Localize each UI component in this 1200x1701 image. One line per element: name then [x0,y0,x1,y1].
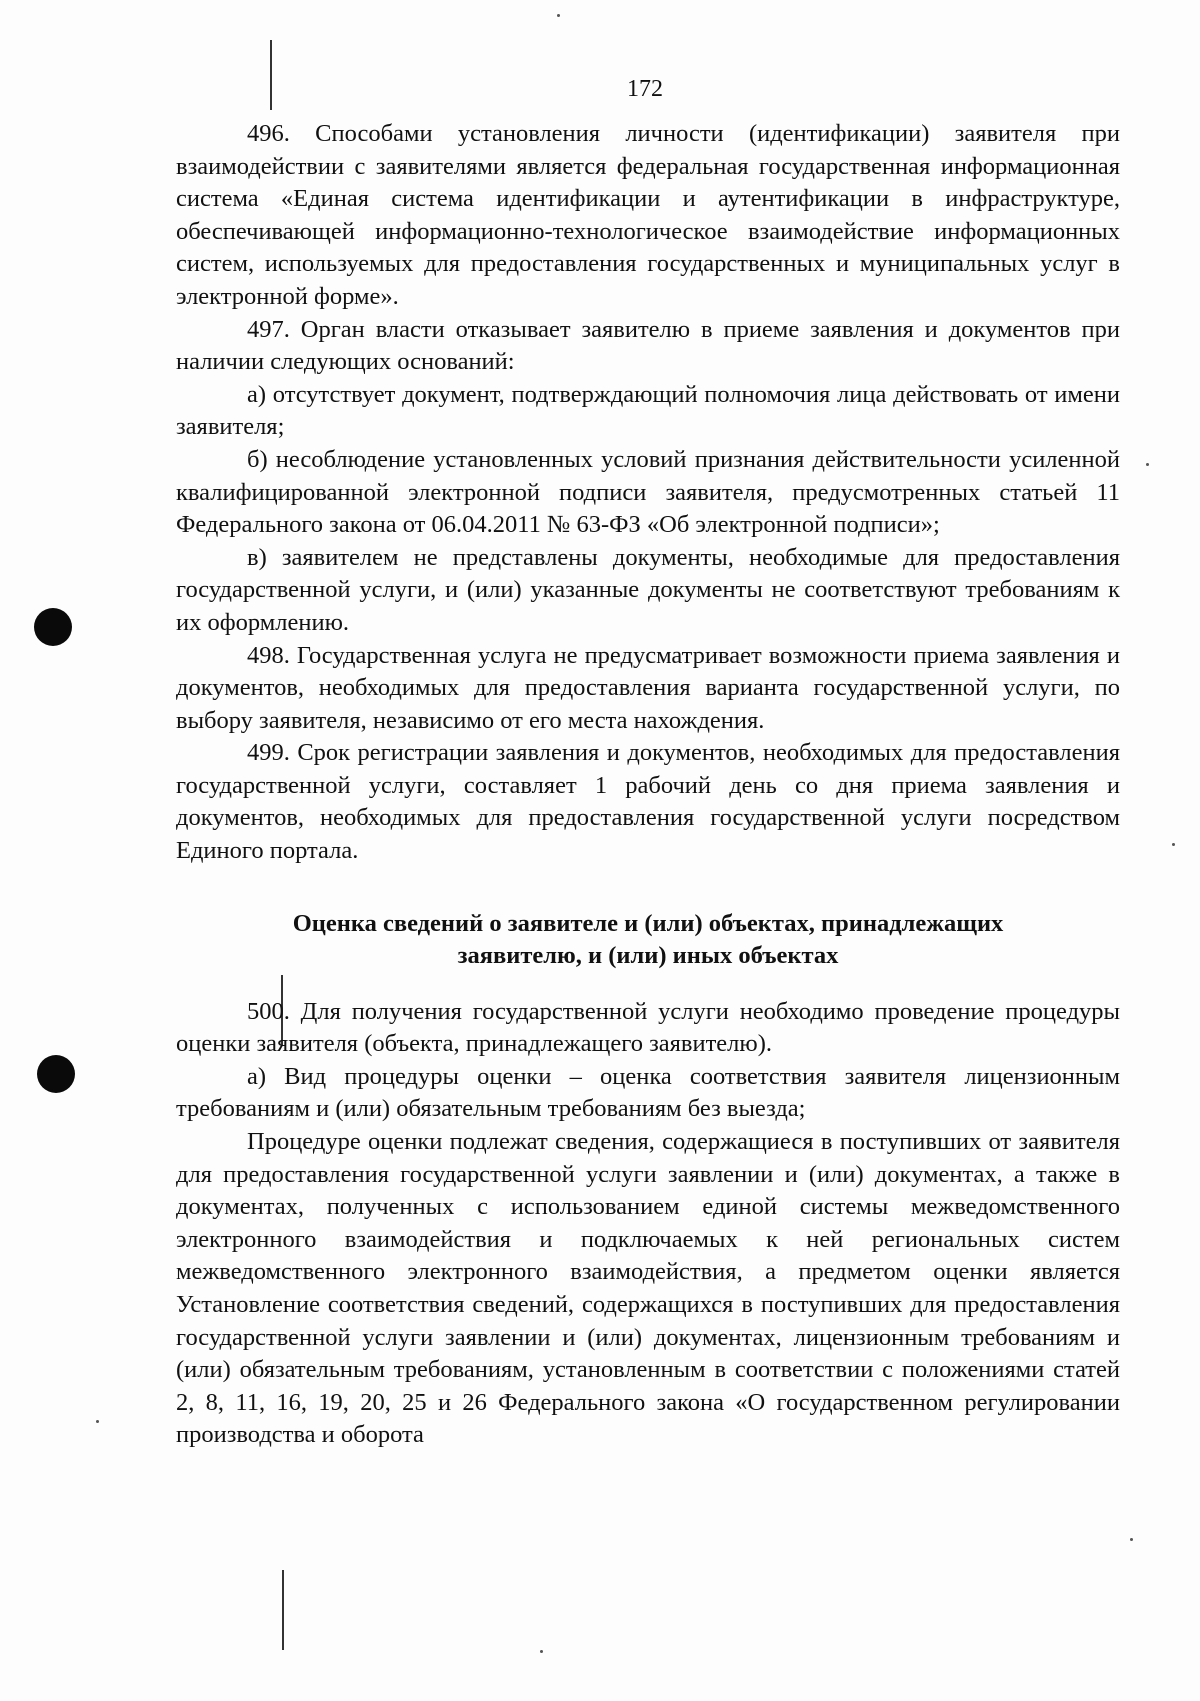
scan-speck [1146,463,1149,466]
punch-hole [34,608,72,646]
list-item-b: б) несоблюдение установленных условий признания действительности усиленной квалифицированной электронной подписи заявителя, предусмотренных статьей 11 Федерального закона от 06.04.2011 № 63-ФЗ «Об электронной подписи»; [176,445,1120,539]
section-heading-line-1: Оценка сведений о заявителе и (или) объектах, принадлежащих [292,909,1004,937]
paragraph-499: 499. Срок регистрации заявления и документов, необходимых для предоставления государственной услуги, составляет 1 рабочий день со дня приема заявления и документов, необходимых для предоставления государственной услуги посредством Единого портала. [176,739,1120,865]
scan-speck [96,1420,99,1423]
paragraph-496: 496. Способами установления личности (идентификации) заявителя при взаимодействии с заявителями является федеральная государственная информационная система «Единая система идентификации и аутентификации в инфраструктуре, обеспечивающей информационно-технологическое взаимодействие информационных систем, используемых для предоставления государственных и муниципальных услуг в электронной форме». [176,120,1120,310]
page-number: 172 [627,76,663,102]
section-heading [176,908,1120,972]
paragraph-500: 500. Для получения государственной услуги необходимо проведение процедуры оценки заявителя (объекта, принадлежащего заявителю). [176,997,1120,1058]
paragraph-497: 497. Орган власти отказывает заявителю в приеме заявления и документов при наличии следующих оснований: [176,315,1120,376]
section-heading-line-2: заявителю, и (или) иных объектах [457,941,839,969]
scan-speck [557,14,560,17]
list-item-v: в) заявителем не представлены документы, необходимые для предоставления государственной услуги, и (или) указанные документы не соответствуют требованиям к их оформлению. [176,543,1120,636]
scan-artifact-line [282,1570,284,1650]
paragraph-498: 498. Государственная услуга не предусматривает возможности приема заявления и документов, необходимых для предоставления варианта государственной услуги, по выбору заявителя, независимо от его места нахождения. [176,641,1120,734]
scan-speck [1172,843,1175,846]
list-item-a: а) отсутствует документ, подтверждающий полномочия лица действовать от имени заявителя; [176,380,1120,441]
scan-speck [1130,1538,1133,1541]
punch-hole [37,1055,75,1093]
scan-speck [540,1650,543,1653]
list-item-a-procedure: а) Вид процедуры оценки – оценка соответствия заявителя лицензионным требованиям и (или) обязательным требованиям без выезда; [176,1062,1120,1123]
document-body [176,118,1120,1452]
paragraph-procedure-subject: Процедуре оценки подлежат сведения, содержащиеся в поступивших от заявителя для предоставления государственной услуги заявлении и (или) документах, а также в документах, полученных с использованием единой системы межведомственного электронного взаимодействия и подключаемых к ней региональных систем межведомственного электронного взаимодействия, а предметом оценки является Установление соответствия сведений, содержащихся в поступивших для предоставления государственной услуги заявлении и (или) документах, лицензионным требованиям и (или) обязательным требованиям, установленным в соответствии с положениями статей 2, 8, 11, 16, 19, 20, 25 и 26 Федерального закона «О государственном регулировании производства и оборота [176,1128,1120,1449]
